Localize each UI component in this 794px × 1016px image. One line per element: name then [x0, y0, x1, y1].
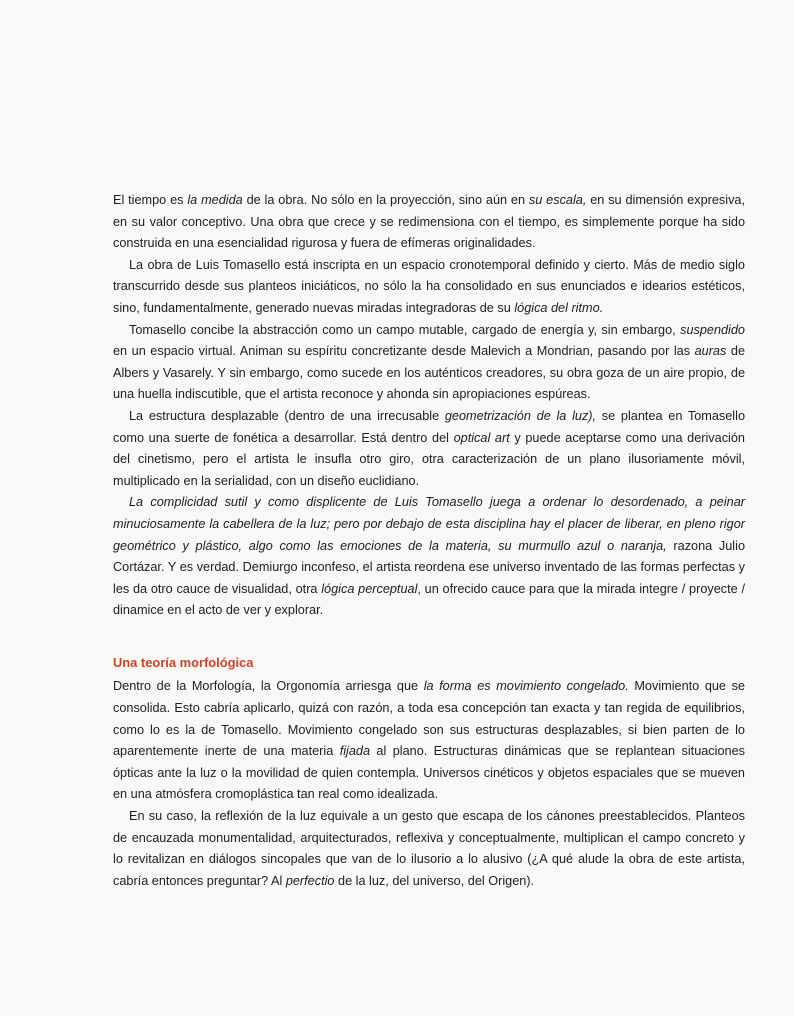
paragraph-5: La complicidad sutil y como displicente de Luis Tomasello juega a ordenar lo desordenado, a peinar minuciosamente la cabellera de la luz; pero por debajo de esta disciplina hay el placer de liberar, en pleno rigor geométrico y plástico, algo como las emociones de la materia, su murmullo azul o naranja, razona Julio Cortázar. Y es verdad. Demiurgo inconfeso, el artista reordena ese universo inventado de las formas perfectas y les da otro cauce de visualidad, otra lógica perceptual, un ofrecido cauce para que la mirada integre / proyecte / dinamice en el acto de ver y explorar.: [113, 495, 746, 618]
paragraph-6: Dentro de la Morfología, la Orgonomía arriesga que la forma es movimiento congelado. Movimiento que se consolida. Esto cabría aplicarlo, quizá con razón, a toda esa concepción tan exacta y tan regida de equilibrios, como lo es la de Tomasello. Movimiento congelado son sus estructuras desplazables, si bien parten de lo aparentemente inerte de una materia fijada al plano. Estructuras dinámicas que se replantean situaciones ópticas ante la luz o la movilidad de quien contempla. Universos cinéticos y objetos espaciales que se mueven en una atmósfera cromoplástica tan real como idealizada.: [113, 679, 745, 802]
text-column: [113, 190, 745, 892]
paragraph-3: Tomasello concibe la abstracción como un campo mutable, cargado de energía y, sin embargo, suspendido en un espacio virtual. Animan su espíritu concretizante desde Malevich a Mondrian, pasando por las auras de Albers y Vasarely. Y sin embargo, como sucede en los auténticos creadores, su obra goza de un aire propio, de una huella indiscutible, que el artista reconoce y ahonda sin apropiaciones espúreas.: [113, 322, 745, 402]
paragraph-7: En su caso, la reflexión de la luz equivale a un gesto que escapa de los cánones preestablecidos. Planteos de encauzada monumentalidad, arquitecturados, reflexiva y conceptualmente, multiplican el campo concreto y lo revitalizan en diálogos sincopales que van de lo ilusorio a lo alusivo (¿A qué alude la obra de este artista, cabría entonces preguntar? Al perfectio de la luz, del universo, del Origen).: [113, 809, 745, 888]
section-intro: [113, 190, 745, 622]
paragraph-2: La obra de Luis Tomasello está inscripta en un espacio cronotemporal definido y cierto. Más de medio siglo transcurrido desde sus planteos iniciáticos, no sólo la ha consolidado en sus enunciados e idearios estéticos, sino, fundamentalmente, generado nuevas miradas integradoras de su lógica del ritmo.: [113, 257, 745, 315]
paragraph-1: El tiempo es la medida de la obra. No sólo en la proyección, sino aún en su escala, en su dimensión expresiva, en su valor conceptivo. Una obra que crece y se redimensiona con el tiempo, es simplemente porque ha sido construida en una esencialidad rigurosa y fuera de efímeras originalidades.: [113, 193, 745, 251]
section-morphology: [113, 652, 745, 893]
section-heading: Una teoría morfológica: [113, 654, 254, 670]
paragraph-4: La estructura desplazable (dentro de una irrecusable geometrización de la luz), se plantea en Tomasello como una suerte de fonética a desarrollar. Está dentro del optical art y puede aceptarse como una derivación del cinetismo, pero el artista le insufla otro giro, otra caracterización de un plano ilusoriamente móvil, multiplicado en la serialidad, con un diseño euclidiano.: [113, 408, 745, 488]
